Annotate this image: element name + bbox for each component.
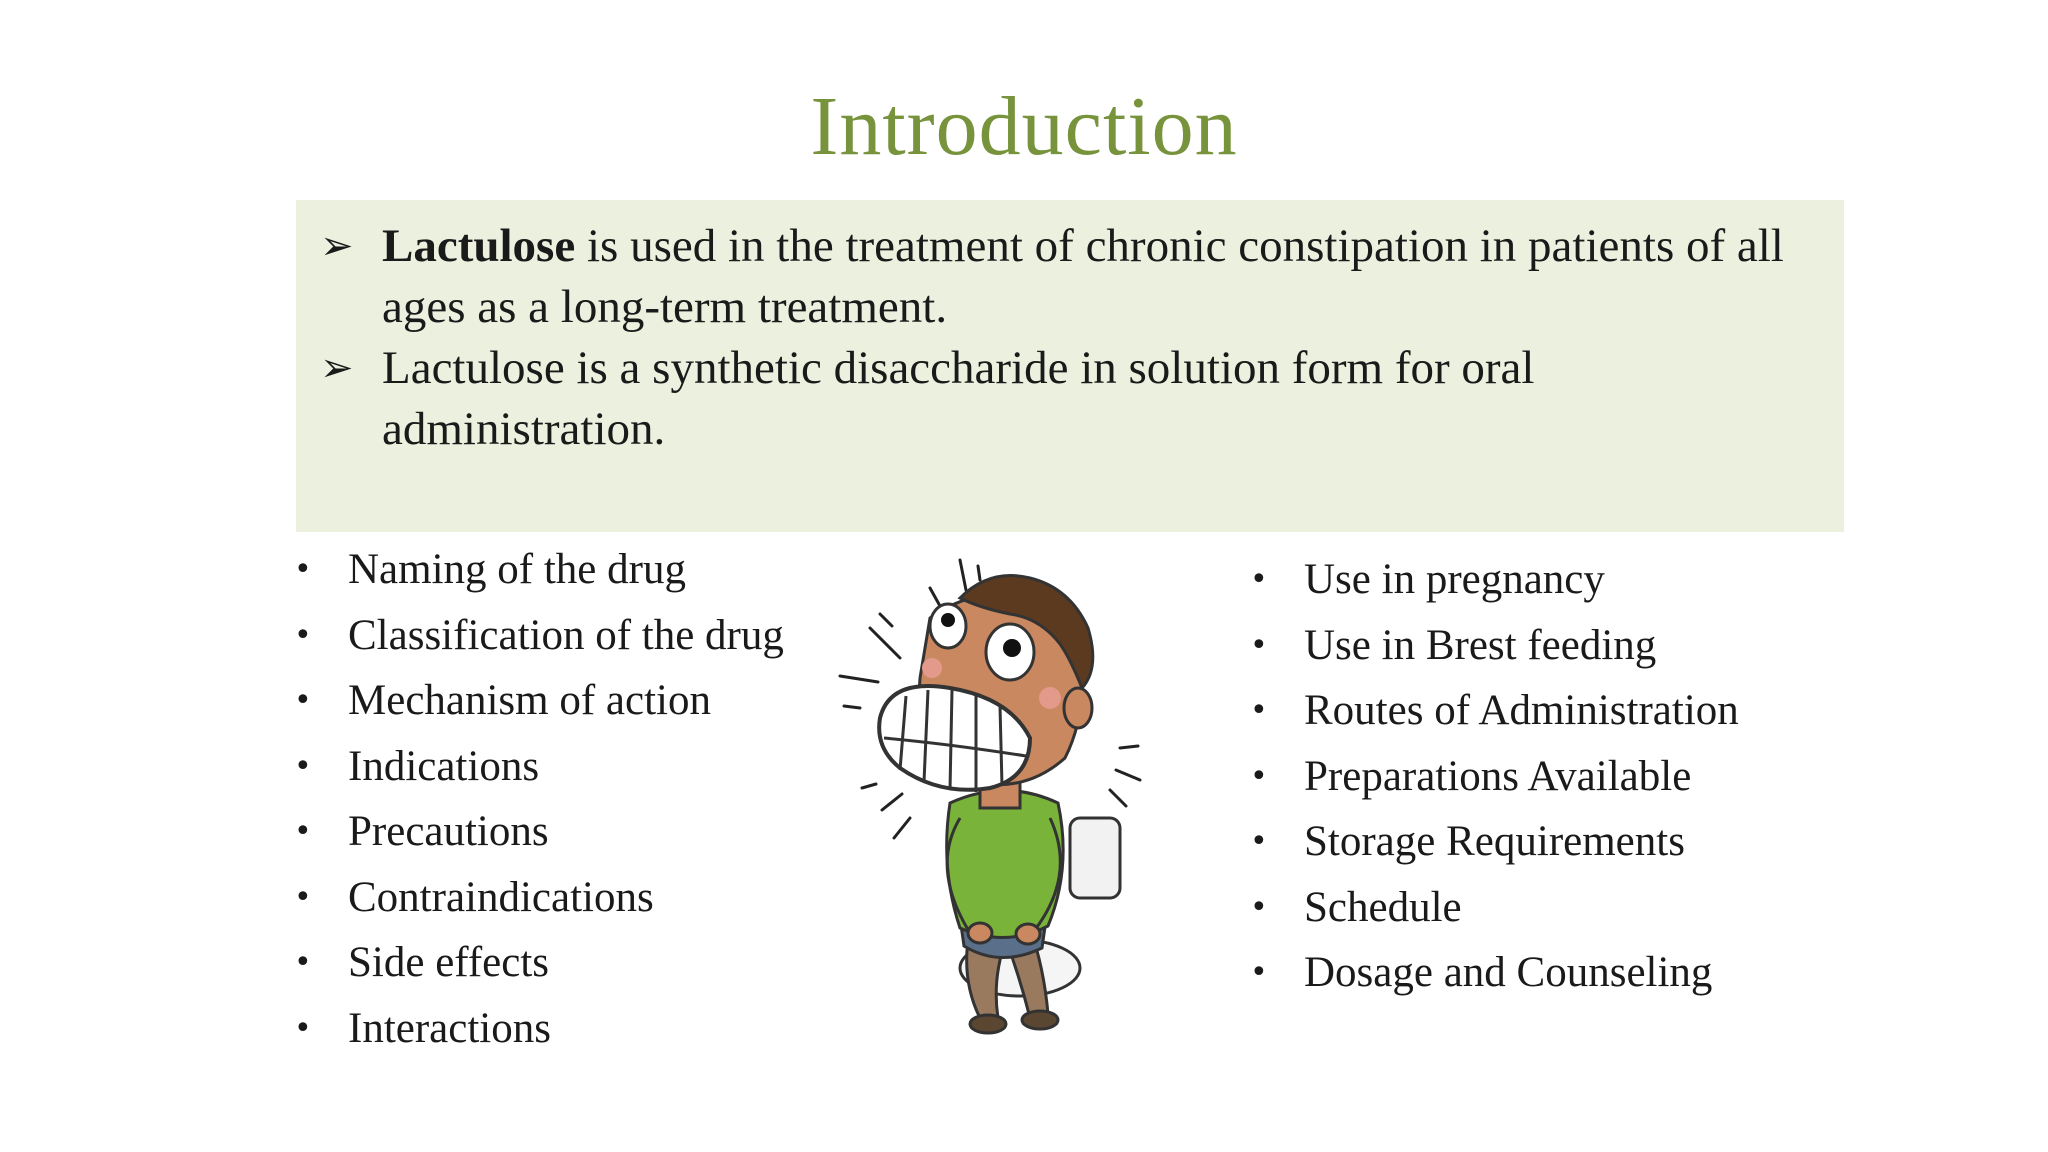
intro-text-1 bbox=[382, 216, 1784, 338]
list-item bbox=[1250, 875, 1739, 941]
bullet-dot-icon: • bbox=[294, 879, 312, 915]
list-item bbox=[1250, 547, 1739, 613]
topic-label: Precautions bbox=[348, 808, 549, 856]
list-item bbox=[294, 668, 784, 734]
list-item bbox=[294, 930, 784, 996]
list-item bbox=[294, 799, 784, 865]
topic-label: Classification of the drug bbox=[348, 611, 784, 659]
list-item bbox=[294, 734, 784, 800]
list-item bbox=[1250, 613, 1739, 679]
bullet-dot-icon: • bbox=[294, 683, 312, 719]
list-item bbox=[1250, 940, 1739, 1006]
topic-label: Schedule bbox=[1304, 883, 1462, 931]
topic-label: Preparations Available bbox=[1304, 752, 1692, 800]
intro-rest-1: is used in the treatment of chronic constipation in patients of all ages as a long-term treatment. bbox=[382, 220, 1784, 333]
bullet-dot-icon: • bbox=[1250, 627, 1268, 663]
intro-point-2 bbox=[320, 338, 1784, 460]
bullet-dot-icon: • bbox=[1250, 562, 1268, 598]
intro-text-2: Lactulose is a synthetic disaccharide in solution form for oral administration. bbox=[382, 342, 1535, 455]
bullet-dot-icon: • bbox=[1250, 889, 1268, 925]
list-item bbox=[294, 603, 784, 669]
topic-label: Mechanism of action bbox=[348, 677, 712, 725]
topic-label: Routes of Administration bbox=[1304, 687, 1739, 735]
topic-list-left bbox=[294, 537, 784, 1061]
topic-label: Interactions bbox=[348, 1004, 551, 1052]
bullet-dot-icon: • bbox=[294, 814, 312, 850]
intro-box bbox=[296, 200, 1844, 532]
bullet-dot-icon: • bbox=[294, 1010, 312, 1046]
bullet-dot-icon: • bbox=[294, 748, 312, 784]
bullet-dot-icon: • bbox=[1250, 955, 1268, 991]
slide-title: Introduction bbox=[810, 80, 1238, 173]
list-item bbox=[1250, 744, 1739, 810]
topic-label: Storage Requirements bbox=[1304, 818, 1685, 866]
topic-list-right bbox=[1250, 547, 1739, 1006]
topic-label: Use in pregnancy bbox=[1304, 556, 1605, 604]
bullet-dot-icon: • bbox=[294, 617, 312, 653]
topic-label: Contraindications bbox=[348, 873, 654, 921]
arrow-bullet-icon: ➢ bbox=[320, 345, 354, 391]
bullet-dot-icon: • bbox=[294, 945, 312, 981]
list-item bbox=[294, 865, 784, 931]
list-item bbox=[294, 537, 784, 603]
list-item bbox=[1250, 809, 1739, 875]
topic-label: Dosage and Counseling bbox=[1304, 949, 1713, 997]
list-item bbox=[294, 996, 784, 1062]
topic-label: Naming of the drug bbox=[348, 546, 686, 594]
list-item bbox=[1250, 678, 1739, 744]
arrow-bullet-icon: ➢ bbox=[320, 223, 354, 269]
bullet-dot-icon: • bbox=[1250, 758, 1268, 794]
topic-label: Side effects bbox=[348, 939, 549, 987]
bullet-dot-icon: • bbox=[1250, 824, 1268, 860]
topic-label: Indications bbox=[348, 742, 540, 790]
constipated-cartoon-man-icon bbox=[820, 548, 1150, 1038]
intro-point-1 bbox=[320, 216, 1784, 338]
bullet-dot-icon: • bbox=[1250, 693, 1268, 729]
bullet-dot-icon: • bbox=[294, 552, 312, 588]
intro-bold-term: Lactulose bbox=[382, 220, 576, 272]
topic-label: Use in Brest feeding bbox=[1304, 621, 1657, 669]
